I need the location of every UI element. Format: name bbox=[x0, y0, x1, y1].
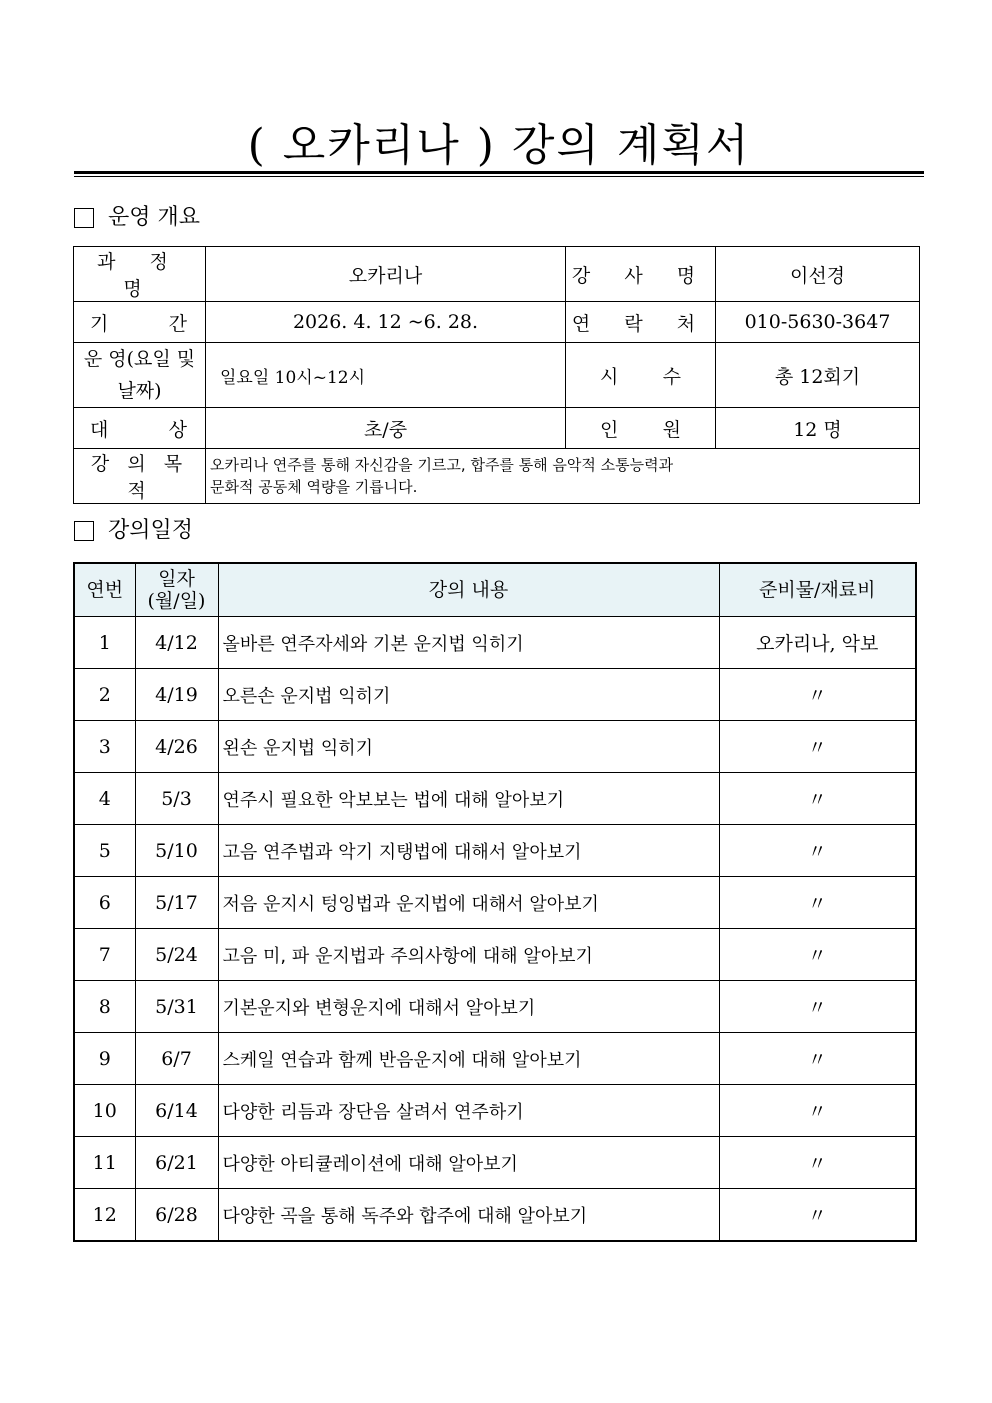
cell-content: 저음 운지시 텅잉법과 운지법에 대해서 알아보기 bbox=[218, 877, 719, 929]
title-rule-thin bbox=[74, 176, 924, 177]
table-row bbox=[74, 721, 916, 773]
cell-content: 왼손 운지법 익히기 bbox=[218, 721, 719, 773]
table-row bbox=[74, 1189, 916, 1242]
table-row bbox=[74, 1085, 916, 1137]
target-label: 대 상 bbox=[74, 408, 206, 449]
sessions-value: 총 12회기 bbox=[716, 343, 920, 408]
course-label: 과 정 명 bbox=[74, 247, 206, 302]
cell-date: 4/26 bbox=[135, 721, 218, 773]
contact-label: 연 락 처 bbox=[566, 302, 716, 343]
goal-value bbox=[206, 449, 920, 504]
checkbox-square-icon bbox=[74, 208, 94, 228]
cell-content: 연주시 필요한 악보보는 법에 대해 알아보기 bbox=[218, 773, 719, 825]
cell-date: 6/14 bbox=[135, 1085, 218, 1137]
cell-date: 5/31 bbox=[135, 981, 218, 1033]
cell-no: 12 bbox=[74, 1189, 135, 1242]
overview-heading-text: 운영 개요 bbox=[108, 205, 201, 230]
cell-content: 다양한 아티큘레이션에 대해 알아보기 bbox=[218, 1137, 719, 1189]
cell-materials: 〃 bbox=[719, 773, 916, 825]
cell-content: 기본운지와 변형운지에 대해서 알아보기 bbox=[218, 981, 719, 1033]
cell-materials: 〃 bbox=[719, 877, 916, 929]
cell-date: 5/10 bbox=[135, 825, 218, 877]
sessions-label: 시 수 bbox=[566, 343, 716, 408]
col-date-header-line2: (월/일) bbox=[147, 590, 206, 612]
cell-no: 11 bbox=[74, 1137, 135, 1189]
capacity-value: 12 명 bbox=[716, 408, 920, 449]
table-row bbox=[74, 617, 916, 669]
table-row bbox=[74, 1033, 916, 1085]
cell-no: 8 bbox=[74, 981, 135, 1033]
cell-no: 9 bbox=[74, 1033, 135, 1085]
cell-content: 스케일 연습과 함께 반음운지에 대해 알아보기 bbox=[218, 1033, 719, 1085]
cell-materials: 〃 bbox=[719, 929, 916, 981]
cell-no: 1 bbox=[74, 617, 135, 669]
table-row bbox=[74, 929, 916, 981]
table-row bbox=[74, 825, 916, 877]
table-row bbox=[74, 773, 916, 825]
cell-materials: 〃 bbox=[719, 1033, 916, 1085]
cell-no: 4 bbox=[74, 773, 135, 825]
table-row bbox=[74, 981, 916, 1033]
cell-date: 6/28 bbox=[135, 1189, 218, 1242]
cell-date: 4/12 bbox=[135, 617, 218, 669]
capacity-label: 인 원 bbox=[566, 408, 716, 449]
goal-line-1: 오카리나 연주를 통해 자신감을 기르고, 합주를 통해 음악적 소통능력과 bbox=[210, 456, 674, 474]
cell-date: 5/24 bbox=[135, 929, 218, 981]
goal-label: 강 의 목 적 bbox=[74, 449, 206, 504]
cell-content: 올바른 연주자세와 기본 운지법 익히기 bbox=[218, 617, 719, 669]
cell-materials: 〃 bbox=[719, 669, 916, 721]
cell-materials: 〃 bbox=[719, 1085, 916, 1137]
target-value: 초/중 bbox=[206, 408, 566, 449]
course-value: 오카리나 bbox=[206, 247, 566, 302]
cell-content: 고음 미, 파 운지법과 주의사항에 대해 알아보기 bbox=[218, 929, 719, 981]
cell-materials: 〃 bbox=[719, 981, 916, 1033]
goal-line-2: 문화적 공동체 역량을 기릅니다. bbox=[210, 478, 418, 496]
operation-label: 운 영(요일 및 날짜) bbox=[74, 343, 206, 408]
schedule-heading-text: 강의일정 bbox=[108, 518, 194, 543]
cell-content: 오른손 운지법 익히기 bbox=[218, 669, 719, 721]
cell-content: 다양한 리듬과 장단음 살려서 연주하기 bbox=[218, 1085, 719, 1137]
cell-content: 고음 연주법과 악기 지탱법에 대해서 알아보기 bbox=[218, 825, 719, 877]
col-materials-header: 준비물/재료비 bbox=[719, 563, 916, 617]
overview-table bbox=[73, 246, 920, 504]
col-date-header-line1: 일자 bbox=[158, 568, 195, 590]
cell-no: 10 bbox=[74, 1085, 135, 1137]
cell-no: 2 bbox=[74, 669, 135, 721]
cell-no: 6 bbox=[74, 877, 135, 929]
overview-heading bbox=[74, 204, 200, 232]
cell-no: 5 bbox=[74, 825, 135, 877]
cell-date: 4/19 bbox=[135, 669, 218, 721]
col-date-header bbox=[135, 563, 218, 617]
schedule-table bbox=[73, 562, 917, 1242]
checkbox-square-icon bbox=[74, 521, 94, 541]
cell-no: 3 bbox=[74, 721, 135, 773]
col-no-header: 연번 bbox=[74, 563, 135, 617]
cell-date: 6/21 bbox=[135, 1137, 218, 1189]
operation-value: 일요일 10시~12시 bbox=[206, 343, 566, 408]
table-row bbox=[74, 877, 916, 929]
cell-materials: 〃 bbox=[719, 825, 916, 877]
cell-materials: 〃 bbox=[719, 721, 916, 773]
contact-value: 010-5630-3647 bbox=[716, 302, 920, 343]
cell-materials: 〃 bbox=[719, 1137, 916, 1189]
table-row bbox=[74, 669, 916, 721]
cell-date: 5/17 bbox=[135, 877, 218, 929]
cell-date: 5/3 bbox=[135, 773, 218, 825]
instructor-value: 이선경 bbox=[716, 247, 920, 302]
period-value: 2026. 4. 12 ~6. 28. bbox=[206, 302, 566, 343]
col-content-header: 강의 내용 bbox=[218, 563, 719, 617]
cell-materials: 오카리나, 악보 bbox=[719, 617, 916, 669]
document-title: ( 오카리나 ) 강의 계획서 bbox=[247, 120, 751, 171]
cell-date: 6/7 bbox=[135, 1033, 218, 1085]
instructor-label: 강 사 명 bbox=[566, 247, 716, 302]
schedule-heading bbox=[74, 517, 193, 545]
table-row bbox=[74, 1137, 916, 1189]
title-rule-thick bbox=[74, 171, 924, 174]
cell-materials: 〃 bbox=[719, 1189, 916, 1242]
period-label: 기 간 bbox=[74, 302, 206, 343]
cell-no: 7 bbox=[74, 929, 135, 981]
cell-content: 다양한 곡을 통해 독주와 합주에 대해 알아보기 bbox=[218, 1189, 719, 1242]
